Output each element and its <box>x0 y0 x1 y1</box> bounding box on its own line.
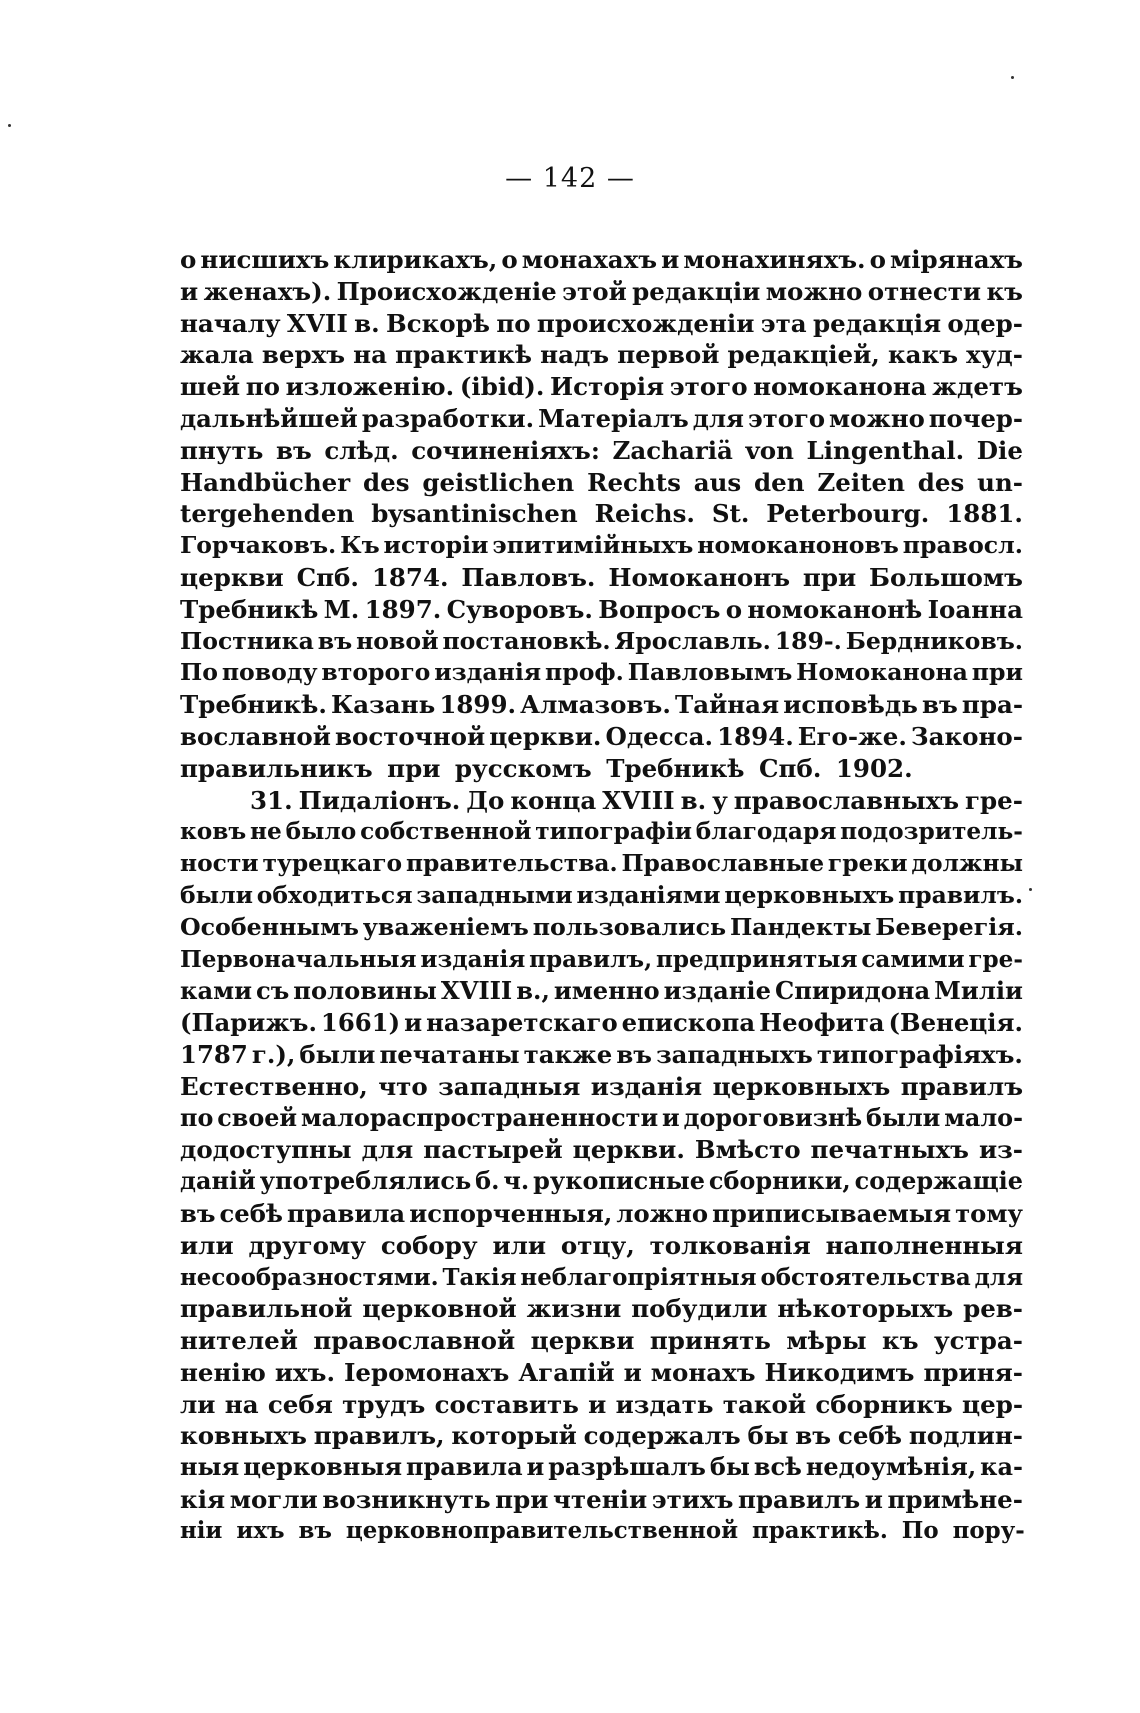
text-line: Требникѣ М. 1897. Суворовъ. Вопросъ о номоканонѣ Іоанна <box>180 594 1023 624</box>
text-line: несообразностями. Такія неблагопріятныя обстоятельства для <box>180 1263 1023 1291</box>
text-line: ненію ихъ. Іеромонахъ Агапій и монахъ Никодимъ приня- <box>180 1357 1023 1387</box>
text-line: правильной церковной жизни побудили нѣкоторыхъ рев- <box>180 1294 1023 1324</box>
text-line: Требникѣ. Казань 1899. Алмазовъ. Тайная исповѣдь въ пра- <box>180 690 1023 720</box>
text-line: Handbücher des geistlichen Rechts aus den Zeiten des un- <box>180 467 1023 497</box>
text-line: кія могли возникнуть при чтеніи этихъ правилъ и примѣне- <box>180 1485 1023 1515</box>
text-line: По поводу второго изданія проф. Павловымъ Номоканона при <box>180 658 1023 687</box>
text-line: ныя церковныя правила и разрѣшалъ бы всѣ недоумѣнія, ка- <box>180 1453 1023 1482</box>
text-line: Особеннымъ уваженіемъ пользовались Пандекты Беверегія. <box>180 912 1023 941</box>
text-line: ности турецкаго правительства. Православные греки должны <box>180 849 1023 878</box>
text-line: дальнѣйшей разработки. Матеріалъ для этого можно почер- <box>180 403 1023 433</box>
text-line: или другому собору или отцу, толкованія наполненныя <box>180 1230 1023 1260</box>
text-line: въ себѣ правила испорченныя, ложно приписываемыя тому <box>180 1198 1023 1228</box>
text-line: правильникъ при русскомъ Требникѣ Спб. 1902. <box>180 753 913 783</box>
text-line: 31. Пидаліонъ. До конца XVIII в. у православныхъ гре- <box>250 785 1023 815</box>
text-line: 1787 г.), были печатаны также въ западныхъ типографіяхъ. <box>180 1039 1023 1069</box>
text-line: ніи ихъ въ церковноправительственной практикѣ. По пору- <box>180 1517 1025 1544</box>
text-line: Первоначальныя изданія правилъ, предпринятыя самими гре- <box>180 945 1023 973</box>
text-line: церкви Спб. 1874. Павловъ. Номоканонъ при Большомъ <box>180 562 1023 592</box>
text-line: и женахъ). Происхожденіе этой редакціи можно отнести къ <box>180 276 1023 306</box>
text-line: ли на себя трудъ составить и издать такой сборникъ цер- <box>180 1389 1023 1419</box>
text-line: были обходиться западными изданіями церковныхъ правилъ. <box>180 880 1023 909</box>
text-line: tergehenden bysantinischen Reichs. St. Peterbourg. 1881. <box>180 499 1023 529</box>
text-line: Постника въ новой постановкѣ. Ярославль. 189-. Бердниковъ. <box>180 626 1023 655</box>
print-speck <box>1029 888 1032 891</box>
text-line: о нисшихъ клирикахъ, о монахахъ и монахиняхъ. о мірянахъ <box>180 245 1023 274</box>
print-speck <box>1011 76 1014 79</box>
text-line: вославной восточной церкви. Одесса. 1894. Его-же. Законо- <box>180 721 1023 751</box>
text-line: Естественно, что западныя изданія церковныхъ правилъ <box>180 1071 1023 1101</box>
text-line: жала верхъ на практикѣ надъ первой редакціей, какъ худ- <box>180 340 1023 370</box>
text-line: ками съ половины XVIII в., именно изданіе Спиридона Миліи <box>180 976 1023 1006</box>
text-line: по своей малораспространенности и дороговизнѣ были мало- <box>180 1103 1023 1132</box>
text-line: нителей православной церкви принять мѣры къ устра- <box>180 1326 1023 1356</box>
text-line: Горчаковъ. Къ исторіи эпитимійныхъ номоканоновъ правосл. <box>180 531 1023 560</box>
print-speck <box>8 124 11 127</box>
page-number: — 142 — <box>505 163 635 194</box>
body-text <box>180 244 1023 1548</box>
text-line: додоступны для пастырей церкви. Вмѣсто печатныхъ из- <box>180 1135 1023 1165</box>
text-line: шей по изложенію. (ibid). Исторія этого номоканона ждетъ <box>180 372 1023 402</box>
text-line: даній употреблялись б. ч. рукописные сборники, содержащіе <box>180 1167 1023 1196</box>
text-line: (Парижъ. 1661) и назаретскаго епископа Неофита (Венеція. <box>180 1008 1023 1038</box>
text-line: началу XVII в. Вскорѣ по происхожденіи эта редакція одер- <box>180 308 1023 338</box>
text-line: пнуть въ слѣд. сочиненіяхъ: Zachariä von Lingenthal. Die <box>180 435 1023 465</box>
text-line: ковъ не было собственной типографіи благодаря подозритель- <box>180 818 1023 846</box>
text-line: ковныхъ правилъ, который содержалъ бы въ себѣ подлин- <box>180 1421 1023 1451</box>
